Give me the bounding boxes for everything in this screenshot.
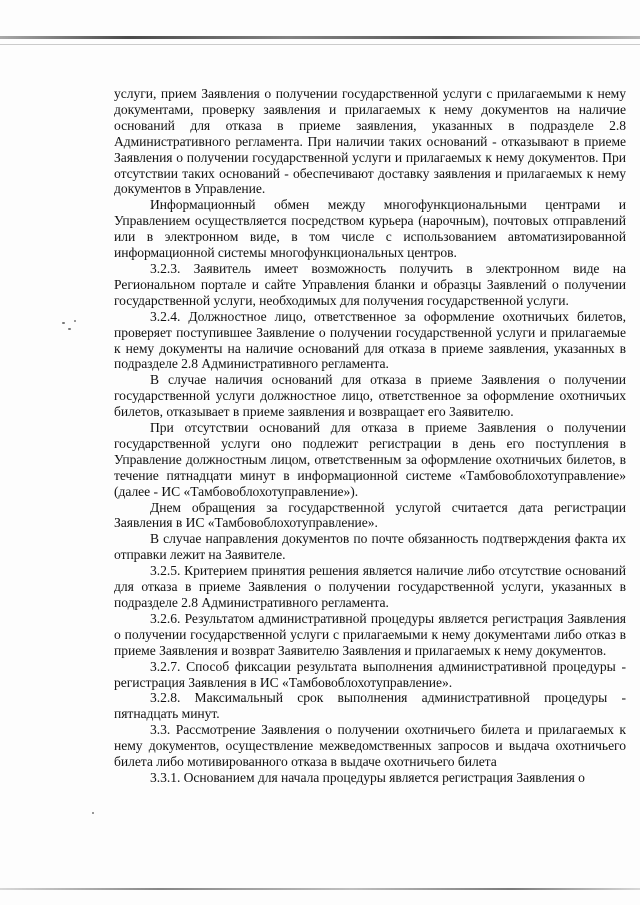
paragraph: 3.3.1. Основанием для начала процедуры является регистрация Заявления о (150, 769, 585, 785)
paragraph: В случае направления документов по почте обязанность подтверждения факта их отправки лежит на Заявителе. (114, 531, 626, 563)
scan-top-edge-line (0, 44, 640, 45)
scan-speck (68, 328, 71, 330)
paragraph: 3.2.3. Заявитель имеет возможность получить в электронном виде на Региональном портале и сайте Управления бланки и образцы Заявлений о получении государственной услуги, необходимых для получения государственной услуги. (114, 260, 626, 308)
paragraph: услуги, прием Заявления о получении государственной услуги с прилагаемыми к нему документами, проверку заявления и прилагаемых к нему документов на наличие оснований для отказа в приеме заявления, указанных в подразделе 2.8 Административного регламента. При наличии таких оснований - отказывают в приеме Заявления о получении государственной услуги и прилагаемых к нему документов. При отсутствии таких оснований - обеспечивают доставку заявления и прилагаемых к нему документов в Управление. (114, 86, 626, 197)
paragraph: При отсутствии оснований для отказа в приеме Заявления о получении государственной услуги оно подлежит регистрации в день его поступления в Управление должностным лицом, ответственным за оформление охотничьих билетов, в течение пятнадцати минут в информационной системе «Тамбовоблохотуправление» (далее - ИС «Тамбовоблохотуправление»). (114, 420, 626, 499)
paragraph: В случае наличия оснований для отказа в приеме Заявления о получении государственной услуги должностное лицо, ответственное за оформление охотничьих билетов, отказывает в приеме заявления и возвращает его Заявителю. (114, 372, 626, 420)
scan-bottom-edge (0, 888, 640, 890)
paragraph: 3.2.6. Результатом административной процедуры является регистрация Заявления о получении государственной услуги с прилагаемыми к нему документами либо отказ в приеме Заявления и возврат Заявителю Заявления и прилагаемых к нему документов. (114, 610, 626, 658)
document-body (114, 86, 626, 786)
paragraph: Информационный обмен между многофункциональными центрами и Управлением осуществляется посредством курьера (нарочным), почтовых отправлений или в электронном виде, в том числе с использованием автоматизированной информационной системы многофункциональных центров. (114, 197, 626, 261)
paragraph: Днем обращения за государственной услугой считается дата регистрации Заявления в ИС «Тамбовоблохотуправление». (114, 499, 626, 531)
scan-speck (62, 322, 65, 324)
paragraph: 3.2.7. Способ фиксации результата выполнения административной процедуры - регистрация Заявления в ИС «Тамбовоблохотуправление». (114, 658, 626, 690)
scan-speck (74, 320, 76, 322)
scan-top-edge (0, 36, 640, 39)
paragraph: 3.2.8. Максимальный срок выполнения административной процедуры - пятнадцать минут. (114, 690, 626, 722)
paragraph: 3.2.5. Критерием принятия решения является наличие либо отсутствие оснований для отказа в приеме Заявления о получении государственной услуги, указанных в подразделе 2.8 Административного регламента. (114, 563, 626, 610)
paragraph: 3.3. Рассмотрение Заявления о получении охотничьего билета и прилагаемых к нему документов, осуществление межведомственных запросов и выдача охотничьего билета либо мотивированного отказа в выдаче охотничьего билета (114, 722, 626, 770)
paragraph: 3.2.4. Должностное лицо, ответственное за оформление охотничьих билетов, проверяет поступившее Заявление о получении государственной услуги и прилагаемые к нему документы на наличие оснований для отказа в приеме заявления, указанных в подразделе 2.8 Административного регламента. (114, 308, 626, 372)
scan-speck (92, 812, 94, 814)
